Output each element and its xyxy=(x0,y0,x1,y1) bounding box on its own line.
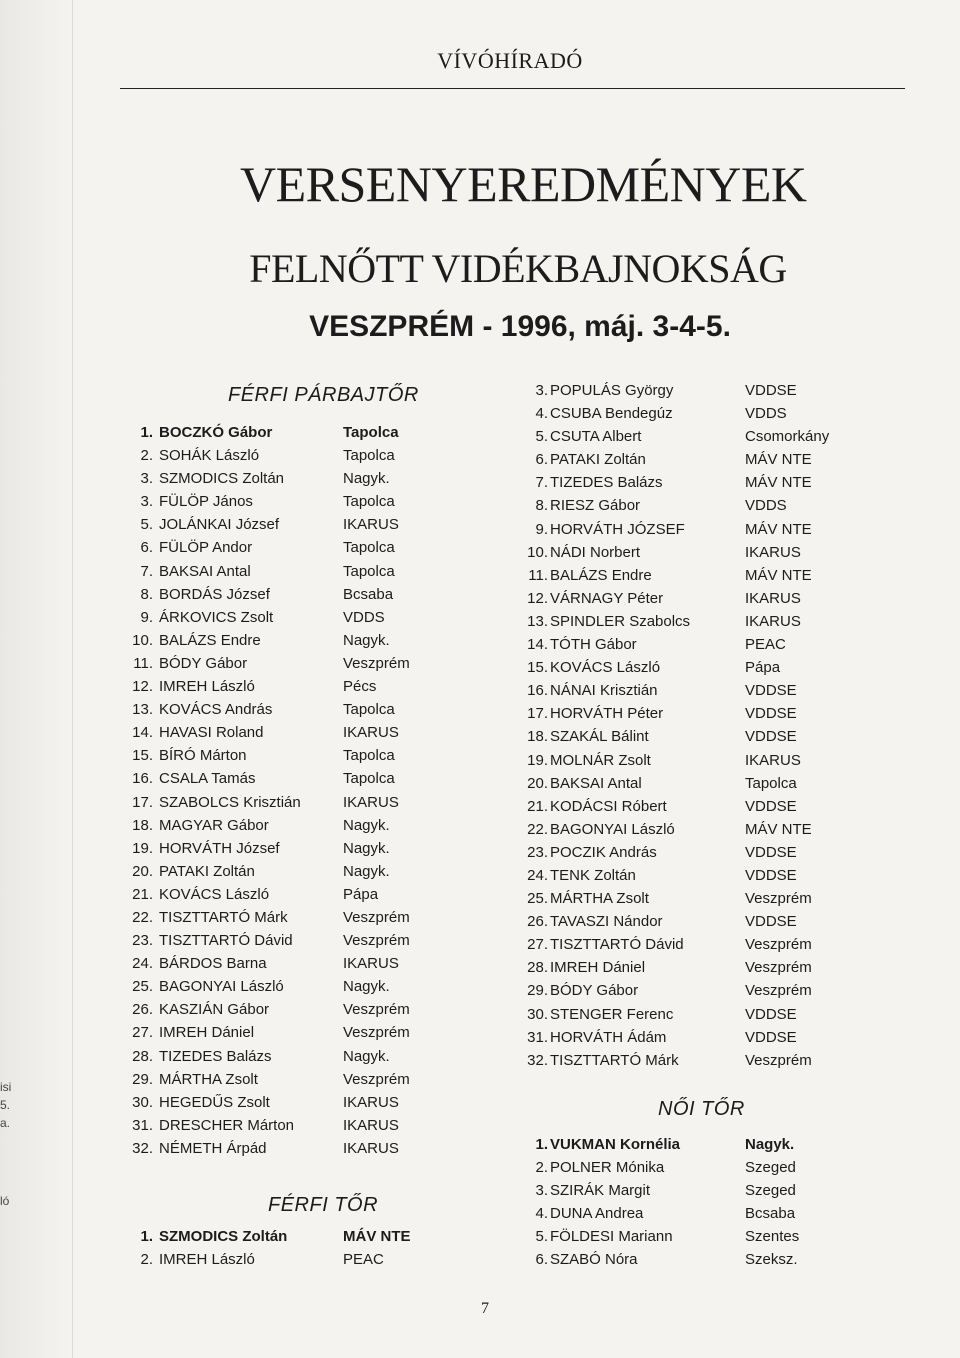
result-row xyxy=(520,982,900,1005)
result-name: TIZEDES Balázs xyxy=(550,474,663,492)
result-club: MÁV NTE xyxy=(745,474,812,492)
section-heading-men-epee: FÉRFI PÁRBAJTŐR xyxy=(228,384,419,406)
result-rank: 7. xyxy=(140,562,153,580)
result-row xyxy=(520,936,900,959)
result-rank: 17. xyxy=(132,793,153,811)
result-name: NÁNAI Krisztián xyxy=(550,682,658,700)
result-rank: 21. xyxy=(527,797,548,815)
result-row xyxy=(520,1052,900,1075)
result-rank: 24. xyxy=(132,955,153,973)
result-club: Tapolca xyxy=(343,562,395,580)
result-row xyxy=(125,447,455,470)
result-name: BÍRÓ Márton xyxy=(159,747,247,765)
result-rank: 11. xyxy=(133,654,153,672)
result-rank: 8. xyxy=(535,497,548,515)
result-rank: 4. xyxy=(535,405,548,423)
result-club: Pápa xyxy=(745,659,781,677)
result-club: MÁV NTE xyxy=(745,820,812,838)
result-club: IKARUS xyxy=(745,543,801,561)
result-club: Veszprém xyxy=(745,1051,812,1069)
result-row xyxy=(125,1071,455,1094)
result-row xyxy=(520,959,900,982)
result-row xyxy=(520,1006,900,1029)
result-name: HEGEDŰS Zsolt xyxy=(159,1093,270,1111)
result-row xyxy=(125,609,455,632)
result-name: POCZIK András xyxy=(550,843,657,861)
result-rank: 22. xyxy=(132,908,153,926)
result-rank: 12. xyxy=(132,678,153,696)
result-row xyxy=(520,451,900,474)
result-name: CSUTA Albert xyxy=(550,428,642,446)
section-heading-men-foil: FÉRFI TŐR xyxy=(268,1194,379,1216)
result-row xyxy=(520,890,900,913)
result-rank: 13. xyxy=(132,701,153,719)
result-name: BOCZKÓ Gábor xyxy=(159,424,273,441)
result-rank: 16. xyxy=(132,770,153,788)
running-header: VÍVÓHÍRADÓ xyxy=(437,48,583,73)
page-title: VERSENYEREDMÉNYEK xyxy=(240,156,807,212)
result-club: Nagyk. xyxy=(343,978,390,996)
result-row xyxy=(520,521,900,544)
result-club: Veszprém xyxy=(343,908,410,926)
result-rank: 32. xyxy=(132,1139,153,1157)
event-line: VESZPRÉM - 1996, máj. 3-4-5. xyxy=(309,310,731,343)
result-rank: 7. xyxy=(535,474,548,492)
result-row xyxy=(520,775,900,798)
result-club: Veszprém xyxy=(745,936,812,954)
result-rank: 14. xyxy=(527,636,548,654)
result-name: KOVÁCS András xyxy=(159,701,273,719)
result-name: DUNA Andrea xyxy=(550,1205,644,1223)
result-rank: 25. xyxy=(527,890,548,908)
result-row xyxy=(520,728,900,751)
result-club: VDDSE xyxy=(745,1028,797,1046)
result-name: KOVÁCS László xyxy=(550,659,661,677)
result-rank: 31. xyxy=(132,1116,153,1134)
result-club: VDDSE xyxy=(745,913,797,931)
result-rank: 5. xyxy=(140,516,153,534)
result-club: Pécs xyxy=(343,678,377,696)
result-name: JOLÁNKAI József xyxy=(159,516,280,534)
section-heading-women-foil: NŐI TŐR xyxy=(658,1098,745,1120)
result-rank: 16. xyxy=(527,682,548,700)
result-name: IMREH Dániel xyxy=(159,1024,255,1042)
results-list-women-foil xyxy=(520,1136,900,1275)
result-name: POPULÁS György xyxy=(550,382,674,399)
result-name: PATAKI Zoltán xyxy=(159,862,255,880)
result-rank: 24. xyxy=(527,866,548,884)
result-row xyxy=(520,474,900,497)
result-row xyxy=(125,932,455,955)
result-row xyxy=(520,405,900,428)
result-name: FÖLDESI Mariann xyxy=(550,1228,673,1246)
result-name: SZMODICS Zoltán xyxy=(159,1228,288,1245)
result-row xyxy=(125,840,455,863)
result-row xyxy=(125,470,455,493)
result-name: VUKMAN Kornélia xyxy=(550,1136,681,1153)
result-name: KODÁCSI Róbert xyxy=(550,797,667,815)
result-rank: 6. xyxy=(535,1251,548,1269)
result-name: BAGONYAI László xyxy=(550,820,675,838)
result-club: IKARUS xyxy=(343,793,399,811)
result-rank: 27. xyxy=(132,1024,153,1042)
result-club: Veszprém xyxy=(343,932,410,950)
result-name: RIESZ Gábor xyxy=(550,497,641,515)
result-name: BAGONYAI László xyxy=(159,978,284,996)
result-rank: 3. xyxy=(535,1182,548,1200)
result-row xyxy=(520,1159,900,1182)
result-row xyxy=(125,909,455,932)
result-rank: 5. xyxy=(535,1228,548,1246)
result-rank: 29. xyxy=(527,982,548,1000)
result-row xyxy=(520,497,900,520)
result-rank: 2. xyxy=(140,1251,153,1269)
result-row xyxy=(125,1024,455,1047)
result-name: SZABÓ Nóra xyxy=(550,1251,638,1269)
result-row xyxy=(125,701,455,724)
result-name: DRESCHER Márton xyxy=(159,1116,295,1134)
result-club: Veszprém xyxy=(343,1070,410,1088)
result-club: Nagyk. xyxy=(343,839,390,857)
result-club: IKARUS xyxy=(745,589,801,607)
result-club: Pápa xyxy=(343,885,379,903)
result-club: Nagyk. xyxy=(745,1136,795,1153)
result-name: BÁRDOS Barna xyxy=(159,955,267,973)
result-name: MÁRTHA Zsolt xyxy=(550,890,649,908)
gutter-fragment: isi xyxy=(0,1080,12,1094)
result-club: Veszprém xyxy=(745,982,812,1000)
result-name: TAVASZI Nándor xyxy=(550,913,663,931)
result-rank: 8. xyxy=(140,585,153,603)
result-row xyxy=(520,590,900,613)
result-club: IKARUS xyxy=(343,955,399,973)
result-name: MOLNÁR Zsolt xyxy=(550,751,651,769)
result-row xyxy=(520,636,900,659)
result-club: Tapolca xyxy=(343,539,395,557)
result-name: IMREH László xyxy=(159,1251,255,1269)
result-name: SPINDLER Szabolcs xyxy=(550,612,691,630)
result-row xyxy=(520,844,900,867)
result-rank: 13. xyxy=(527,612,548,630)
result-name: IMREH Dániel xyxy=(550,959,646,977)
result-rank: 32. xyxy=(527,1051,548,1069)
result-row xyxy=(125,1251,455,1274)
result-row xyxy=(520,428,900,451)
result-row xyxy=(520,613,900,636)
result-club: VDDSE xyxy=(745,682,797,700)
result-row xyxy=(520,682,900,705)
result-club: VDDS xyxy=(343,608,385,626)
result-name: BAKSAI Antal xyxy=(550,774,642,792)
result-rank: 6. xyxy=(140,539,153,557)
result-club: Bcsaba xyxy=(343,585,394,603)
result-rank: 9. xyxy=(140,608,153,626)
result-name: PATAKI Zoltán xyxy=(550,451,646,469)
result-rank: 5. xyxy=(535,428,548,446)
result-rank: 27. xyxy=(527,936,548,954)
result-row xyxy=(520,821,900,844)
result-row xyxy=(125,886,455,909)
result-row xyxy=(125,863,455,886)
result-name: TENK Zoltán xyxy=(550,866,636,884)
result-row xyxy=(125,1048,455,1071)
result-club: IKARUS xyxy=(745,612,801,630)
result-rank: 4. xyxy=(535,1205,548,1223)
result-row xyxy=(520,705,900,728)
result-rank: 2. xyxy=(535,1159,548,1177)
result-row xyxy=(125,1140,455,1163)
result-name: POLNER Mónika xyxy=(550,1159,665,1177)
result-name: TISZTTARTÓ Márk xyxy=(550,1051,679,1069)
result-row xyxy=(520,1251,900,1274)
result-rank: 23. xyxy=(132,932,153,950)
result-row xyxy=(520,752,900,775)
result-club: Tapolca xyxy=(343,424,399,441)
result-rank: 14. xyxy=(132,724,153,742)
result-row xyxy=(520,659,900,682)
result-club: Tapolca xyxy=(745,774,797,792)
result-club: IKARUS xyxy=(343,724,399,742)
result-club: IKARUS xyxy=(343,1116,399,1134)
result-rank: 15. xyxy=(527,659,548,677)
result-club: Bcsaba xyxy=(745,1205,796,1223)
result-name: HORVÁTH Ádám xyxy=(550,1028,667,1046)
result-club: VDDSE xyxy=(745,382,797,399)
result-name: FÜLÖP János xyxy=(159,493,253,511)
result-row xyxy=(125,724,455,747)
result-club: Tapolca xyxy=(343,447,395,465)
result-row xyxy=(125,678,455,701)
result-club: MÁV NTE xyxy=(745,451,812,469)
result-name: MAGYAR Gábor xyxy=(159,816,269,834)
result-row xyxy=(125,1228,455,1251)
result-rank: 19. xyxy=(132,839,153,857)
result-rank: 1. xyxy=(140,1228,153,1245)
result-row xyxy=(125,955,455,978)
result-rank: 23. xyxy=(527,843,548,861)
result-rank: 3. xyxy=(140,470,153,488)
result-rank: 21. xyxy=(132,885,153,903)
page-subtitle: FELNŐTT VIDÉKBAJNOKSÁG xyxy=(249,246,787,291)
result-club: Veszprém xyxy=(745,890,812,908)
result-name: BORDÁS József xyxy=(159,585,270,603)
result-row xyxy=(125,747,455,770)
result-name: NÉMETH Árpád xyxy=(159,1139,267,1157)
result-name: STENGER Ferenc xyxy=(550,1005,674,1023)
result-name: TISZTTARTÓ Dávid xyxy=(550,936,684,954)
result-name: MÁRTHA Zsolt xyxy=(159,1070,258,1088)
result-name: BALÁZS Endre xyxy=(550,566,652,584)
result-row xyxy=(520,567,900,590)
result-name: SZMODICS Zoltán xyxy=(159,470,285,488)
result-name: IMREH László xyxy=(159,678,255,696)
result-row xyxy=(125,978,455,1001)
result-rank: 9. xyxy=(535,520,548,538)
result-club: VDDSE xyxy=(745,705,797,723)
binding-gutter xyxy=(0,0,73,1358)
result-rank: 28. xyxy=(132,1047,153,1065)
result-club: VDDSE xyxy=(745,866,797,884)
result-rank: 6. xyxy=(535,451,548,469)
result-rank: 29. xyxy=(132,1070,153,1088)
result-name: HORVÁTH JÓZSEF xyxy=(550,520,685,538)
result-name: KOVÁCS László xyxy=(159,885,270,903)
result-club: Szeksz. xyxy=(745,1251,798,1269)
result-row xyxy=(520,867,900,890)
result-rank: 11. xyxy=(528,566,548,584)
result-rank: 1. xyxy=(535,1136,548,1153)
result-name: TISZTTARTÓ Dávid xyxy=(159,932,293,950)
result-row xyxy=(125,424,455,447)
results-list-men-foil-left xyxy=(125,1228,455,1274)
result-name: BAKSAI Antal xyxy=(159,562,251,580)
gutter-fragment: ló xyxy=(0,1194,10,1208)
result-row xyxy=(520,1205,900,1228)
page-number: 7 xyxy=(481,1300,489,1317)
result-club: IKARUS xyxy=(343,1093,399,1111)
result-name: HORVÁTH Péter xyxy=(550,705,664,723)
result-row xyxy=(520,382,900,405)
result-row xyxy=(125,1117,455,1140)
result-club: Nagyk. xyxy=(343,631,390,649)
result-name: SZIRÁK Margit xyxy=(550,1182,651,1200)
result-club: MÁV NTE xyxy=(745,566,812,584)
result-club: Szeged xyxy=(745,1182,796,1200)
result-rank: 18. xyxy=(527,728,548,746)
result-rank: 15. xyxy=(132,747,153,765)
results-list-men-epee xyxy=(125,424,455,1163)
result-club: Tapolca xyxy=(343,493,395,511)
result-row xyxy=(125,586,455,609)
result-club: Veszprém xyxy=(343,654,410,672)
result-row xyxy=(520,1136,900,1159)
result-club: MÁV NTE xyxy=(745,520,812,538)
result-row xyxy=(125,770,455,793)
result-row xyxy=(520,913,900,936)
result-name: CSALA Tamás xyxy=(159,770,256,788)
result-club: Nagyk. xyxy=(343,862,390,880)
result-club: VDDS xyxy=(745,405,787,423)
result-row xyxy=(520,798,900,821)
result-name: NÁDI Norbert xyxy=(550,543,641,561)
result-row xyxy=(125,817,455,840)
results-list-men-foil-right xyxy=(520,382,900,1075)
result-rank: 1. xyxy=(140,424,153,441)
result-club: PEAC xyxy=(343,1251,384,1269)
result-club: Tapolca xyxy=(343,701,395,719)
result-name: CSUBA Bendegúz xyxy=(550,405,673,423)
result-club: MÁV NTE xyxy=(343,1228,411,1245)
result-rank: 20. xyxy=(527,774,548,792)
result-row xyxy=(125,539,455,562)
result-row xyxy=(125,493,455,516)
result-rank: 17. xyxy=(527,705,548,723)
result-rank: 30. xyxy=(132,1093,153,1111)
result-rank: 26. xyxy=(132,1001,153,1019)
result-rank: 10. xyxy=(132,631,153,649)
result-club: Szentes xyxy=(745,1228,800,1246)
result-club: Veszprém xyxy=(745,959,812,977)
result-row xyxy=(520,544,900,567)
result-club: Szeged xyxy=(745,1159,796,1177)
result-name: BÓDY Gábor xyxy=(550,982,639,1000)
result-row xyxy=(520,1029,900,1052)
result-name: SOHÁK László xyxy=(159,447,260,465)
result-rank: 26. xyxy=(527,913,548,931)
result-row xyxy=(125,632,455,655)
result-row xyxy=(520,1228,900,1251)
result-row xyxy=(125,794,455,817)
result-rank: 3. xyxy=(140,493,153,511)
result-row xyxy=(520,1182,900,1205)
result-club: Csomorkány xyxy=(745,428,830,446)
header-rule xyxy=(120,88,905,89)
result-rank: 3. xyxy=(535,382,548,399)
result-rank: 19. xyxy=(527,751,548,769)
result-name: TÓTH Gábor xyxy=(550,636,637,654)
result-rank: 20. xyxy=(132,862,153,880)
result-club: VDDSE xyxy=(745,797,797,815)
result-club: VDDSE xyxy=(745,1005,797,1023)
result-name: HORVÁTH József xyxy=(159,839,280,857)
result-row xyxy=(125,655,455,678)
result-club: VDDSE xyxy=(745,728,797,746)
result-name: SZAKÁL Bálint xyxy=(550,728,649,746)
gutter-fragment: a. xyxy=(0,1116,11,1130)
result-rank: 25. xyxy=(132,978,153,996)
result-rank: 18. xyxy=(132,816,153,834)
result-name: VÁRNAGY Péter xyxy=(550,589,664,607)
result-name: TISZTTARTÓ Márk xyxy=(159,908,288,926)
gutter-fragment: 5. xyxy=(0,1098,11,1112)
result-rank: 22. xyxy=(527,820,548,838)
result-rank: 10. xyxy=(527,543,548,561)
result-club: Nagyk. xyxy=(343,1047,390,1065)
result-club: Tapolca xyxy=(343,770,395,788)
result-name: FÜLÖP Andor xyxy=(159,539,253,557)
result-row xyxy=(125,1094,455,1117)
result-name: ÁRKOVICS Zsolt xyxy=(159,608,274,626)
result-rank: 28. xyxy=(527,959,548,977)
result-club: Veszprém xyxy=(343,1001,410,1019)
result-club: IKARUS xyxy=(343,1139,399,1157)
result-row xyxy=(125,563,455,586)
result-name: KASZIÁN Gábor xyxy=(159,1001,270,1019)
result-club: Tapolca xyxy=(343,747,395,765)
result-name: HAVASI Roland xyxy=(159,724,264,742)
result-club: PEAC xyxy=(745,636,786,654)
result-name: TIZEDES Balázs xyxy=(159,1047,272,1065)
result-row xyxy=(125,1001,455,1024)
result-club: Veszprém xyxy=(343,1024,410,1042)
result-row xyxy=(125,516,455,539)
result-name: BALÁZS Endre xyxy=(159,631,261,649)
result-rank: 2. xyxy=(140,447,153,465)
result-club: IKARUS xyxy=(745,751,801,769)
result-club: Nagyk. xyxy=(343,470,390,488)
result-club: VDDS xyxy=(745,497,787,515)
result-name: SZABOLCS Krisztián xyxy=(159,793,301,811)
result-name: BÓDY Gábor xyxy=(159,654,248,672)
result-club: IKARUS xyxy=(343,516,399,534)
result-rank: 31. xyxy=(527,1028,548,1046)
result-rank: 12. xyxy=(527,589,548,607)
result-rank: 30. xyxy=(527,1005,548,1023)
result-club: Nagyk. xyxy=(343,816,390,834)
result-club: VDDSE xyxy=(745,843,797,861)
